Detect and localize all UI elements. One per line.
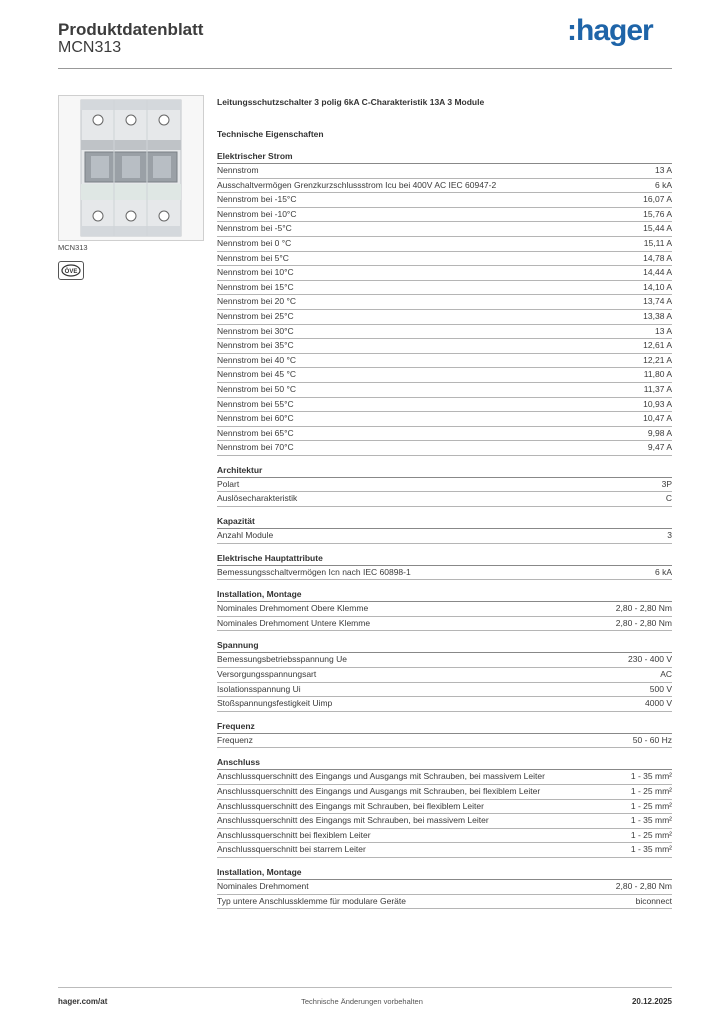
spec-row — [217, 310, 672, 325]
spec-label: Nennstrom bei -10°C — [217, 208, 297, 219]
spec-label: Auslösecharakteristik — [217, 493, 298, 504]
spec-value: 9,47 A — [647, 442, 672, 453]
spec-value: 14,44 A — [643, 267, 672, 278]
spec-label: Ausschaltvermögen Grenzkurzschlussstrom Icu bei 400V AC IEC 60947-2 — [217, 179, 497, 190]
technical-properties-title: Technische Eigenschaften — [217, 129, 324, 139]
svg-text:ÖVE: ÖVE — [64, 269, 78, 275]
spec-label: Isolationsspannung Ui — [217, 683, 301, 694]
spec-row — [217, 785, 672, 800]
spec-label: Nennstrom bei 65°C — [217, 427, 294, 438]
spec-value: 1 - 35 mm² — [630, 771, 672, 782]
spec-row — [217, 222, 672, 237]
spec-row — [217, 843, 672, 858]
spec-value: C — [665, 493, 672, 504]
spec-row — [217, 492, 672, 507]
header-divider — [58, 68, 672, 69]
spec-section — [217, 515, 672, 544]
spec-row — [217, 800, 672, 815]
spec-section — [217, 720, 672, 749]
footer-date: 20.12.2025 — [631, 997, 672, 1006]
spec-value: 1 - 35 mm² — [630, 844, 672, 855]
spec-section — [217, 756, 672, 858]
spec-label: Nennstrom bei 25°C — [217, 310, 294, 321]
spec-value: AC — [660, 669, 672, 680]
spec-value: 6 kA — [654, 566, 672, 577]
section-title: Elektrische Hauptattribute — [217, 552, 672, 566]
spec-row — [217, 339, 672, 354]
spec-section — [217, 866, 672, 909]
spec-label: Anschlussquerschnitt des Eingangs und Ausgangs mit Schrauben, bei flexiblem Leiter — [217, 786, 541, 796]
spec-row — [217, 814, 672, 829]
footer-disclaimer: Technische Änderungen vorbehalten — [301, 997, 423, 1006]
footer-divider — [58, 987, 672, 988]
spec-section — [217, 464, 672, 507]
spec-value: 12,21 A — [643, 354, 672, 365]
spec-label: Nennstrom bei 0 °C — [217, 237, 292, 248]
product-code: MCN313 — [58, 39, 122, 56]
spec-label: Nennstrom bei 5°C — [217, 252, 289, 263]
spec-value: 14,78 A — [643, 252, 672, 263]
spec-label: Nennstrom bei 30°C — [217, 325, 294, 336]
spec-label: Stoßspannungsfestigkeit Uimp — [217, 698, 333, 709]
spec-row — [217, 295, 672, 310]
section-title: Elektrischer Strom — [217, 150, 672, 164]
spec-row — [217, 478, 672, 493]
spec-row — [217, 164, 672, 179]
spec-label: Versorgungsspannungsart — [217, 669, 317, 680]
spec-label: Nennstrom — [217, 165, 259, 175]
spec-sections — [217, 150, 672, 909]
spec-value: 3 — [667, 530, 672, 541]
section-title: Frequenz — [217, 720, 672, 734]
spec-row — [217, 252, 672, 267]
spec-row — [217, 237, 672, 252]
spec-content — [217, 96, 672, 909]
spec-value: 6 kA — [654, 179, 672, 190]
spec-row — [217, 734, 672, 749]
spec-row — [217, 697, 672, 712]
spec-value: 10,47 A — [643, 413, 672, 424]
spec-label: Anzahl Module — [217, 530, 274, 541]
page-title: Produktdatenblatt — [58, 20, 204, 39]
spec-row — [217, 266, 672, 281]
spec-row — [217, 179, 672, 194]
spec-value: 14,10 A — [643, 281, 672, 292]
spec-row — [217, 617, 672, 632]
spec-row — [217, 829, 672, 844]
product-image-caption: MCN313 — [58, 243, 88, 252]
spec-label: Nennstrom bei 35°C — [217, 340, 294, 351]
spec-value: 11,37 A — [643, 383, 672, 394]
spec-row — [217, 653, 672, 668]
spec-value: 230 - 400 V — [628, 654, 672, 665]
spec-label: Nominales Drehmoment Obere Klemme — [217, 603, 369, 614]
spec-value: 500 V — [649, 683, 672, 694]
spec-label: Nennstrom bei -15°C — [217, 194, 297, 205]
spec-label: Anschlussquerschnitt bei starrem Leiter — [217, 844, 366, 855]
spec-row — [217, 566, 672, 581]
spec-section — [217, 552, 672, 581]
spec-value: 16,07 A — [643, 194, 672, 205]
spec-row — [217, 281, 672, 296]
spec-row — [217, 368, 672, 383]
hager-logo: :hager — [567, 14, 653, 47]
spec-label: Nennstrom bei 20 °C — [217, 296, 296, 307]
section-title: Anschluss — [217, 756, 672, 770]
spec-value: 15,76 A — [643, 208, 672, 219]
spec-row — [217, 895, 672, 910]
section-title: Installation, Montage — [217, 588, 672, 602]
spec-row — [217, 208, 672, 223]
spec-row — [217, 668, 672, 683]
spec-row — [217, 427, 672, 442]
spec-label: Anschlussquerschnitt des Eingangs mit Schrauben, bei massivem Leiter — [217, 815, 489, 826]
spec-row — [217, 441, 672, 456]
spec-value: 13,38 A — [643, 310, 672, 321]
spec-section — [217, 150, 672, 456]
spec-value: 50 - 60 Hz — [632, 734, 672, 745]
spec-value: 13 A — [654, 325, 672, 336]
spec-value: 3P — [661, 478, 672, 489]
spec-row — [217, 383, 672, 398]
spec-label: Polart — [217, 478, 240, 489]
spec-value: 13,74 A — [643, 296, 672, 307]
spec-value: 1 - 25 mm² — [630, 786, 672, 796]
spec-row — [217, 325, 672, 340]
spec-label: Nennstrom bei 40 °C — [217, 354, 296, 365]
spec-value: 12,61 A — [643, 340, 672, 351]
footer-website: hager.com/at — [58, 997, 108, 1006]
spec-label: Typ untere Anschlussklemme für modulare Geräte — [217, 895, 406, 906]
spec-label: Nennstrom bei 60°C — [217, 413, 294, 424]
spec-row — [217, 880, 672, 895]
spec-section — [217, 588, 672, 631]
spec-value: 15,11 A — [643, 237, 672, 248]
spec-row — [217, 683, 672, 698]
spec-row — [217, 529, 672, 544]
ove-certification-badge — [58, 261, 84, 280]
spec-label: Frequenz — [217, 734, 253, 745]
spec-label: Bemessungsbetriebsspannung Ue — [217, 654, 347, 665]
spec-label: Nominales Drehmoment — [217, 880, 309, 891]
spec-value: 1 - 35 mm² — [630, 815, 672, 826]
spec-label: Nominales Drehmoment Untere Klemme — [217, 617, 371, 628]
spec-value: 11,80 A — [643, 369, 672, 380]
spec-value: 13 A — [654, 165, 672, 175]
spec-label: Nennstrom bei 55°C — [217, 398, 294, 409]
spec-value: 1 - 25 mm² — [630, 800, 672, 811]
spec-label: Nennstrom bei 10°C — [217, 267, 294, 278]
spec-value: biconnect — [635, 895, 672, 906]
spec-row — [217, 412, 672, 427]
spec-label: Nennstrom bei -5°C — [217, 223, 292, 234]
spec-row — [217, 354, 672, 369]
spec-label: Bemessungsschaltvermögen Icn nach IEC 60898-1 — [217, 566, 411, 577]
spec-label: Nennstrom bei 45 °C — [217, 369, 296, 380]
spec-value: 2,80 - 2,80 Nm — [615, 880, 672, 891]
spec-value: 9,98 A — [647, 427, 672, 438]
product-image — [58, 95, 204, 241]
product-description: Leitungsschutzschalter 3 polig 6kA C-Charakteristik 13A 3 Module — [217, 97, 485, 107]
spec-value: 2,80 - 2,80 Nm — [615, 617, 672, 628]
spec-label: Nennstrom bei 50 °C — [217, 383, 296, 394]
spec-label: Anschlussquerschnitt bei flexiblem Leiter — [217, 829, 371, 840]
spec-row — [217, 193, 672, 208]
spec-value: 1 - 25 mm² — [630, 829, 672, 840]
spec-label: Anschlussquerschnitt des Eingangs und Ausgangs mit Schrauben, bei massivem Leiter — [217, 771, 545, 782]
section-title: Spannung — [217, 639, 672, 653]
spec-row — [217, 770, 672, 785]
ove-icon — [59, 262, 83, 279]
spec-value: 10,93 A — [643, 398, 672, 409]
circuit-breaker-illustration — [59, 96, 203, 240]
spec-label: Nennstrom bei 15°C — [217, 281, 294, 292]
section-title: Installation, Montage — [217, 866, 672, 880]
spec-row — [217, 398, 672, 413]
spec-label: Anschlussquerschnitt des Eingangs mit Schrauben, bei flexiblem Leiter — [217, 800, 484, 811]
spec-value: 2,80 - 2,80 Nm — [615, 603, 672, 614]
spec-value: 4000 V — [645, 698, 672, 709]
section-title: Kapazität — [217, 515, 672, 529]
section-title: Architektur — [217, 464, 672, 478]
spec-value: 15,44 A — [643, 223, 672, 234]
spec-section — [217, 639, 672, 711]
spec-row — [217, 602, 672, 617]
spec-label: Nennstrom bei 70°C — [217, 442, 294, 453]
